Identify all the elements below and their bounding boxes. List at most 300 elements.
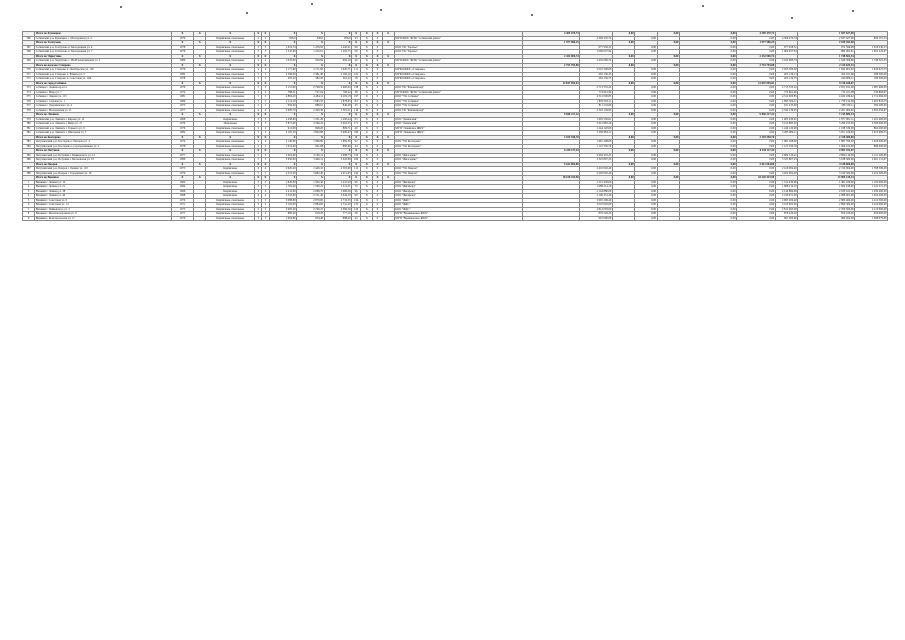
- organization-cell: ООО "УК Костерево": [394, 144, 522, 149]
- value-cell: 5: [262, 122, 269, 127]
- value-cell: 1 201 400,00: [855, 117, 888, 122]
- total-cell: 0,00: [657, 63, 679, 68]
- total-cell: Х: [255, 54, 262, 59]
- scan-speck: [120, 6, 122, 8]
- row-number-cell: 383: [23, 140, 35, 145]
- address-cell: Собинский р-н, Лакинск г. Горького ул. 9: [35, 126, 172, 131]
- wall-material-cell: Кирпичные, панельные: [206, 203, 255, 208]
- value-cell: 4 312 000,85: [580, 95, 613, 100]
- value-cell: 2 410 002,40: [775, 167, 797, 172]
- organization-cell: ООО "Лакинский": [394, 122, 522, 127]
- value-cell: 1 012,40: [269, 144, 297, 149]
- wall-material-cell: Кирпичные, панельные: [206, 90, 255, 95]
- value-cell: 3 102,00: [269, 203, 297, 208]
- value-cell: 2 620,40: [269, 167, 297, 172]
- address-cell: Собинский р-н, Лакинск г. Мира ул. 21: [35, 122, 172, 127]
- total-cell: 18 220 415,90: [737, 176, 776, 181]
- row-number-cell: 385: [23, 153, 35, 158]
- total-cell: Х: [352, 176, 361, 181]
- wall-material-cell: Кирпичные, панельные: [206, 99, 255, 104]
- organization-cell: МУКП ЖКХ «Ставрово»: [394, 77, 522, 82]
- row-number-cell: 4: [23, 194, 35, 199]
- value-cell: 2 800 116,00: [798, 153, 855, 158]
- total-cell: Х: [206, 63, 255, 68]
- value-cell: 1 481 220,00: [798, 180, 855, 185]
- value-cell: 984 003,81: [798, 50, 855, 55]
- value-cell: 0,00: [679, 108, 736, 113]
- total-cell: 4 902 331,67: [798, 149, 855, 154]
- address-cell: Петушинский р-н, Петушки г. Маяковского ул. 14: [35, 153, 172, 158]
- value-cell: 1 981 208,00: [580, 140, 613, 145]
- value-cell: 5: [255, 171, 262, 176]
- section-title: Итого по Лакинск: [35, 113, 172, 118]
- value-cell: 846,28: [324, 104, 352, 109]
- address-cell: Петушинский р-н, Покров г. Герасимова ул. 19: [35, 171, 172, 176]
- value-cell: 0,00: [737, 72, 776, 77]
- wall-material-cell: Кирпичные, панельные: [206, 77, 255, 82]
- address-cell: Собинский р-н, Ставрово п. Октябрьская ул. 120: [35, 68, 172, 73]
- value-cell: 3: [255, 185, 262, 190]
- value-cell: 0,00: [679, 140, 736, 145]
- value-cell: 777,10: [324, 212, 352, 217]
- total-cell: Х: [373, 81, 382, 86]
- total-cell: 0,00: [679, 41, 736, 46]
- value-cell: 0: [373, 198, 382, 203]
- wall-material-cell: Панельные: [206, 122, 255, 127]
- row-number-cell: 8: [23, 212, 35, 217]
- total-cell: Х: [373, 54, 382, 59]
- value-cell: 712 101,08: [798, 90, 855, 95]
- year-cell: 1979: [171, 216, 193, 221]
- value-cell: 3 650,00: [269, 158, 297, 163]
- value-cell: 1 708 300,00: [855, 167, 888, 172]
- value-cell: 1 878,05: [324, 99, 352, 104]
- value-cell: 5: [262, 207, 269, 212]
- value-cell: 1 887 350,00: [798, 140, 855, 145]
- value-cell: 1 630 400,00: [855, 189, 888, 194]
- value-cell: 788,31: [269, 90, 297, 95]
- value-cell: 1 420,21: [324, 45, 352, 50]
- organization-cell: ООО "Жилсервис": [394, 153, 522, 158]
- value-cell: 889,01: [297, 104, 325, 109]
- total-cell: 0,00: [679, 63, 736, 68]
- total-cell: Х: [352, 162, 361, 167]
- value-cell: 2 025 500,00: [775, 68, 797, 73]
- section-title: Итого по Покров: [35, 162, 172, 167]
- year-cell: 1976: [171, 126, 193, 131]
- value-cell: 1 980,20: [324, 189, 352, 194]
- wall-material-cell: Кирпичные, панельные: [206, 207, 255, 212]
- year-cell: 1975: [171, 104, 193, 109]
- value-cell: 848,20: [297, 126, 325, 131]
- year-cell: 1966: [171, 189, 193, 194]
- total-cell: Х: [194, 162, 206, 167]
- value-cell: 0,00: [679, 77, 736, 82]
- value-cell: 2 904 310,21: [775, 153, 797, 158]
- total-cell: Х: [255, 41, 262, 46]
- value-cell: 3 010 002,00: [775, 203, 797, 208]
- address-cell: Вязники г. Чайковского ул. 3: [35, 207, 172, 212]
- value-cell: 1 920,71: [324, 68, 352, 73]
- total-cell: Х: [352, 113, 361, 118]
- value-cell: 0,00: [635, 45, 657, 50]
- organization-cell: ООО "Жилфонд": [394, 185, 522, 190]
- value-cell: 5: [255, 203, 262, 208]
- value-cell: 0,00: [679, 144, 736, 149]
- value-cell: 3 220,80: [324, 158, 352, 163]
- value-cell: 2 440,10: [297, 167, 325, 172]
- value-cell: 2: [255, 59, 262, 64]
- value-cell: 3 082,40: [297, 171, 325, 176]
- total-cell: Х: [269, 162, 297, 167]
- row-number-cell: 377: [23, 104, 35, 109]
- value-cell: 4 309 470,74: [775, 36, 797, 41]
- row-number-cell: 388: [23, 171, 35, 176]
- year-cell: 1973: [171, 167, 193, 172]
- value-cell: 1 205 833,33: [855, 99, 888, 104]
- row-number-cell: 386: [23, 158, 35, 163]
- total-cell: Х: [171, 63, 193, 68]
- total-cell: Х: [382, 81, 394, 86]
- value-cell: 0,00: [737, 212, 776, 217]
- value-cell: 0: [373, 108, 382, 113]
- value-cell: Х: [361, 36, 373, 41]
- row-number-cell: 366: [23, 36, 35, 41]
- value-cell: Х: [361, 72, 373, 77]
- value-cell: 0: [373, 194, 382, 199]
- year-cell: 1979: [171, 171, 193, 176]
- address-cell: Вязники г. Советская ул. 6: [35, 198, 172, 203]
- value-cell: 2 713 555,22: [580, 86, 613, 91]
- value-cell: 1 512,31: [324, 185, 352, 190]
- total-cell: 1 748 501,33: [798, 54, 855, 59]
- total-cell: Х: [171, 113, 193, 118]
- total-cell: Х: [194, 81, 206, 86]
- total-cell: 1 837 627,00: [798, 32, 855, 37]
- section-title: Итого по поселок Ставрово: [35, 63, 172, 68]
- value-cell: 171: [352, 122, 361, 127]
- value-cell: 898 400,00: [855, 144, 888, 149]
- value-cell: Х: [361, 140, 373, 145]
- wall-material-cell: Кирпичные, панельные: [206, 216, 255, 221]
- value-cell: 4 484,12: [297, 95, 325, 100]
- value-cell: 138: [352, 86, 361, 91]
- total-cell: Х: [262, 81, 269, 86]
- total-cell: Х: [262, 63, 269, 68]
- total-cell: Х: [373, 176, 382, 181]
- value-cell: 2 884,60: [297, 203, 325, 208]
- row-number-cell: 381: [23, 126, 35, 131]
- total-cell: Х: [269, 113, 297, 118]
- value-cell: 0,00: [737, 180, 776, 185]
- year-cell: 1964: [171, 185, 193, 190]
- value-cell: 5: [262, 171, 269, 176]
- value-cell: 2 310 004,00: [798, 167, 855, 172]
- value-cell: 0: [373, 203, 382, 208]
- value-cell: 1 198 336,00: [798, 126, 855, 131]
- value-cell: 2 432 000,74: [580, 59, 613, 64]
- value-cell: 2: [255, 77, 262, 82]
- total-cell: Х: [194, 63, 206, 68]
- total-cell: Х: [373, 135, 382, 140]
- total-cell: Х: [171, 41, 193, 46]
- organization-cell: МУП ЖКХ "ЖЭК "Собинский район": [394, 36, 522, 41]
- total-cell: Х: [206, 32, 255, 37]
- value-cell: 1 347,69: [269, 50, 297, 55]
- row-number-cell: 1: [23, 180, 35, 185]
- value-cell: 2 144 880,00: [775, 189, 797, 194]
- value-cell: 2 305,00: [324, 167, 352, 172]
- value-cell: Х: [361, 198, 373, 203]
- total-cell: 2 432 000,74: [737, 54, 776, 59]
- row-number-cell: 376: [23, 99, 35, 104]
- value-cell: 0,00: [635, 126, 657, 131]
- organization-cell: ООО "Лакинский": [394, 117, 522, 122]
- total-cell: Х: [382, 176, 394, 181]
- total-cell: Х: [194, 32, 206, 37]
- value-cell: 2 733,55: [324, 198, 352, 203]
- value-cell: 0,00: [635, 59, 657, 64]
- value-cell: 1 244 120,00: [775, 126, 797, 131]
- total-cell: 0,00: [612, 149, 634, 154]
- value-cell: 0,00: [737, 95, 776, 100]
- total-cell: Х: [206, 81, 255, 86]
- value-cell: 0: [373, 171, 382, 176]
- year-cell: 1980: [171, 158, 193, 163]
- value-cell: 0,00: [737, 131, 776, 136]
- organization-cell: ООО "Жилфонд": [394, 194, 522, 199]
- value-cell: Х: [361, 185, 373, 190]
- organization-cell: ООО "УК Покров": [394, 171, 522, 176]
- table-row: [23, 216, 888, 221]
- value-cell: 950,84: [297, 59, 325, 64]
- value-cell: 0,00: [737, 90, 776, 95]
- value-cell: 3 400,12: [297, 158, 325, 163]
- organization-cell: ООО "УК Собинка": [394, 99, 522, 104]
- year-cell: 1968: [171, 194, 193, 199]
- value-cell: 727,04: [297, 90, 325, 95]
- address-cell: Собинский р-н, Толпухово п. Молодежная ул. 6: [35, 45, 172, 50]
- value-cell: 3 802,88: [297, 131, 325, 136]
- value-cell: 0: [373, 122, 382, 127]
- value-cell: 0: [373, 126, 382, 131]
- value-cell: 0,00: [737, 140, 776, 145]
- total-cell: Х: [171, 54, 193, 59]
- value-cell: 0: [373, 153, 382, 158]
- value-cell: 382,20: [297, 77, 325, 82]
- value-cell: [657, 216, 679, 221]
- value-cell: 3: [262, 45, 269, 50]
- value-cell: 3 412 883,20: [580, 122, 613, 127]
- address-cell: Вязники г. Советская ул. 14: [35, 203, 172, 208]
- value-cell: 2: [255, 126, 262, 131]
- value-cell: 2: [255, 144, 262, 149]
- year-cell: 1982: [171, 131, 193, 136]
- total-cell: Х: [206, 176, 255, 181]
- row-number-cell: 3: [23, 189, 35, 194]
- value-cell: 0: [373, 180, 382, 185]
- value-cell: 18: [352, 77, 361, 82]
- value-cell: 122: [352, 72, 361, 77]
- total-cell: 0,00: [679, 113, 736, 118]
- wall-material-cell: Кирпичные, панельные: [206, 72, 255, 77]
- value-cell: 936,0: [297, 36, 325, 41]
- total-cell: 0,00: [657, 162, 679, 167]
- year-cell: 1978: [171, 144, 193, 149]
- value-cell: 3: [262, 117, 269, 122]
- value-cell: 0: [373, 90, 382, 95]
- value-cell: Х: [361, 99, 373, 104]
- value-cell: 850 100,00: [798, 212, 855, 217]
- total-cell: Х: [324, 113, 352, 118]
- value-cell: 2 870,00: [297, 198, 325, 203]
- value-cell: 0,00: [679, 90, 736, 95]
- row-number-cell: 378: [23, 108, 35, 113]
- value-cell: 0,00: [635, 117, 657, 122]
- total-cell: Х: [324, 149, 352, 154]
- value-cell: 134: [352, 198, 361, 203]
- value-cell: 0,00: [679, 167, 736, 172]
- value-cell: 3 010 002,00: [580, 203, 613, 208]
- value-cell: 2 590,00: [269, 72, 297, 77]
- organization-cell: ООО "УК Собинка": [394, 104, 522, 109]
- value-cell: 66: [352, 180, 361, 185]
- value-cell: 1 035,00: [269, 59, 297, 64]
- wall-material-cell: Кирпичные: [206, 189, 255, 194]
- value-cell: 197: [352, 95, 361, 100]
- value-cell: 774 661,90: [775, 90, 797, 95]
- value-cell: 2 190 451,20: [580, 194, 613, 199]
- value-cell: 3 402,55: [324, 122, 352, 127]
- value-cell: 0,00: [679, 59, 736, 64]
- value-cell: 2 837 627,00: [798, 36, 855, 41]
- organization-cell: МУКП ЖКХ «Ставрово»: [394, 68, 522, 73]
- wall-material-cell: Кирпичные, панельные: [206, 131, 255, 136]
- value-cell: 0,00: [635, 99, 657, 104]
- total-cell: 0,00: [679, 176, 736, 181]
- value-cell: 0: [373, 99, 382, 104]
- value-cell: 2: [262, 77, 269, 82]
- value-cell: 0,00: [737, 86, 776, 91]
- value-cell: Х: [361, 126, 373, 131]
- total-cell: 0,00: [679, 135, 736, 140]
- value-cell: 2 114,10: [269, 99, 297, 104]
- value-cell: 0,00: [679, 203, 736, 208]
- value-cell: 452 101,00: [798, 72, 855, 77]
- value-cell: 4: [255, 194, 262, 199]
- value-cell: 1 905 230,01: [775, 117, 797, 122]
- year-cell: 1979: [171, 36, 193, 41]
- wall-material-cell: Кирпичные, панельные: [206, 68, 255, 73]
- value-cell: 2 166,10: [324, 72, 352, 77]
- value-cell: 0,00: [679, 126, 736, 131]
- value-cell: 809,71: [324, 126, 352, 131]
- value-cell: 116: [352, 108, 361, 113]
- value-cell: 3 600,07: [324, 131, 352, 136]
- value-cell: 2 211 200,00: [855, 153, 888, 158]
- total-cell: Х: [352, 32, 361, 37]
- value-cell: 2 144 880,00: [580, 189, 613, 194]
- value-cell: 3: [255, 117, 262, 122]
- total-cell: Х: [262, 54, 269, 59]
- value-cell: 0: [373, 117, 382, 122]
- total-cell: 2 753 795,88: [737, 63, 776, 68]
- address-cell: Вязники г. Ленина ул. 38: [35, 189, 172, 194]
- value-cell: Х: [361, 131, 373, 136]
- total-cell: Х: [324, 176, 352, 181]
- total-cell: Х: [255, 162, 262, 167]
- value-cell: 0,00: [737, 50, 776, 55]
- value-cell: 956,40: [269, 104, 297, 109]
- total-cell: Х: [352, 63, 361, 68]
- wall-material-cell: Кирпичные, панельные: [206, 36, 255, 41]
- value-cell: 3: [262, 50, 269, 55]
- total-cell: Х: [206, 135, 255, 140]
- value-cell: Х: [361, 171, 373, 176]
- total-cell: 0,00: [657, 135, 679, 140]
- value-cell: Х: [361, 45, 373, 50]
- value-cell: 1 512 430,00: [580, 180, 613, 185]
- row-number-cell: 371: [23, 72, 35, 77]
- value-cell: 2 605,70: [269, 108, 297, 113]
- total-cell: 4 118 600,00: [798, 162, 855, 167]
- value-cell: 1 244 120,00: [580, 126, 613, 131]
- value-cell: 0,00: [635, 153, 657, 158]
- value-cell: Х: [361, 95, 373, 100]
- value-cell: 38: [352, 212, 361, 217]
- address-cell: Вязники г. Ленина ул. 21: [35, 185, 172, 190]
- wall-material-cell: Кирпичные, панельные: [206, 212, 255, 217]
- total-cell: Х: [382, 41, 394, 46]
- total-cell: Х: [361, 63, 373, 68]
- year-cell: 1970: [171, 122, 193, 127]
- total-cell: Х: [361, 81, 373, 86]
- section-title: Итого по Толпухово: [35, 41, 172, 46]
- value-cell: 811 233,60: [580, 104, 613, 109]
- year-cell: 1981: [171, 95, 193, 100]
- value-cell: 5: [262, 95, 269, 100]
- total-cell: Х: [262, 162, 269, 167]
- value-cell: 977 958,31: [580, 45, 613, 50]
- value-cell: 2 088,70: [297, 189, 325, 194]
- value-cell: 1 000 027,94: [580, 50, 613, 55]
- value-cell: 0,00: [635, 207, 657, 212]
- value-cell: 0,00: [679, 212, 736, 217]
- total-cell: 0,00: [657, 113, 679, 118]
- value-cell: 465 136,13: [580, 72, 613, 77]
- value-cell: 0,00: [679, 189, 736, 194]
- value-cell: 0,00: [737, 207, 776, 212]
- wall-material-cell: Кирпичные: [206, 117, 255, 122]
- value-cell: Х: [361, 50, 373, 55]
- row-number-cell: 367: [23, 45, 35, 50]
- value-cell: 1 222 331,33: [855, 185, 888, 190]
- value-cell: [382, 216, 394, 221]
- value-cell: 1 748 501,33: [855, 59, 888, 64]
- wall-material-cell: Кирпичные, панельные: [206, 153, 255, 158]
- total-cell: Х: [194, 54, 206, 59]
- value-cell: 1 759 212,00: [798, 99, 855, 104]
- total-cell: 13 905 210,33: [798, 176, 855, 181]
- value-cell: 0,00: [635, 68, 657, 73]
- wall-material-cell: Кирпичные, панельные: [206, 144, 255, 149]
- value-cell: 5: [255, 207, 262, 212]
- value-cell: 0,00: [679, 122, 736, 127]
- value-cell: 2: [255, 104, 262, 109]
- total-cell: Х: [373, 63, 382, 68]
- total-cell: 0,00: [612, 81, 634, 86]
- value-cell: 774 661,90: [580, 90, 613, 95]
